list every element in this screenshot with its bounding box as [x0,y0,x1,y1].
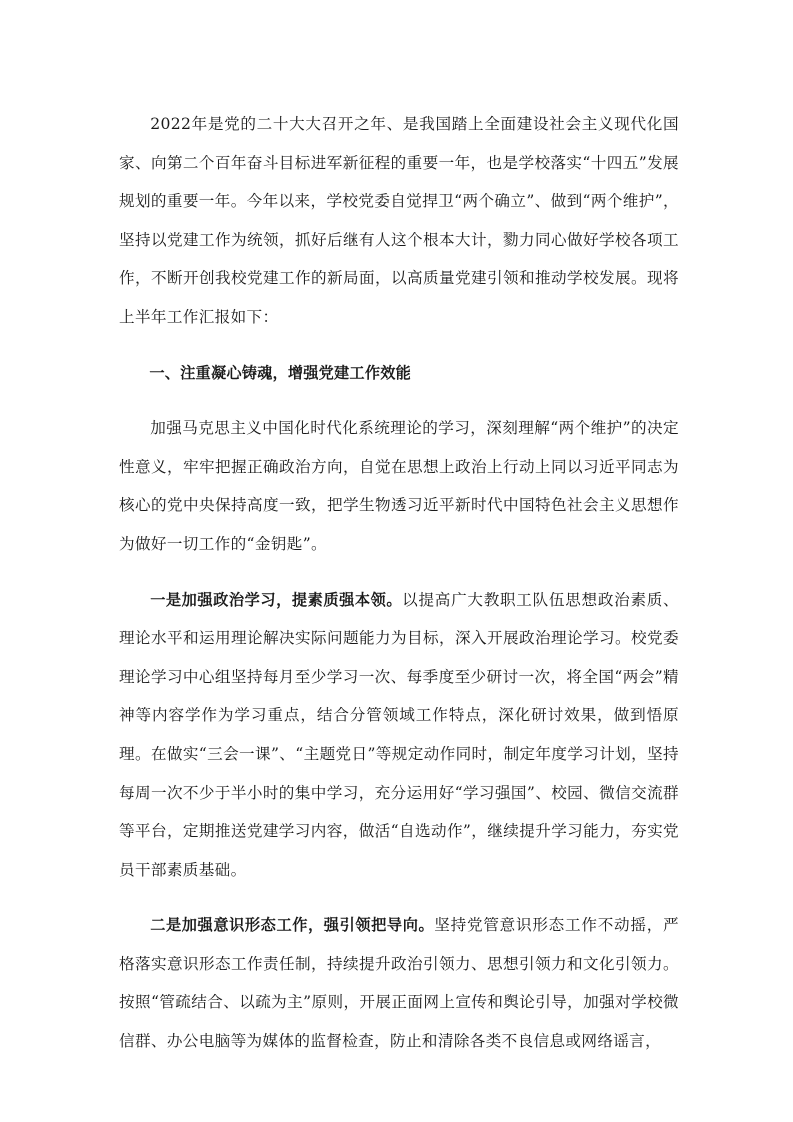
document-page [119,105,679,1061]
item-body-1: 以提高广大教职工队伍思想政治素质、理论水平和运用理论解决实际问题能力为目标，深入开展政治理论学习。校党委理论学习中心组坚持每月至少学习一次、每季度至少研讨一次，将全国“两会”精神等内容学作为学习重点，结合分管领域工作特点，深化研讨效果，做到悟原理。在做实“三会一课”、“主题党日”等规定动作同时，制定年度学习计划，坚持每周一次不少于半小时的集中学习，充分运用好“学习强国”、校园、微信交流群等平台，定期推送党建学习内容，做活“自选动作”，继续提升学习能力，夯实党员干部素质基础。 [119,590,679,879]
intro-paragraph: 2022年是党的二十大大召开之年、是我国踏上全面建设社会主义现代化国家、向第二个百年奋斗目标进军新征程的重要一年，也是学校落实“十四五”发展规划的重要一年。今年以来，学校党委自觉捍卫“两个确立”、做到“两个维护”，坚持以党建工作为统领，抓好后继有人这个根本大计，勠力同心做好学校各项工作，不断开创我校党建工作的新局面，以高质量党建引领和推动学校发展。现将上半年工作汇报如下： [119,115,679,326]
item-lead-2: 二是加强意识形态工作，强引领把导向。 [150,916,435,935]
item-paragraph-2 [119,906,679,1060]
spacer [119,564,679,581]
spacer [119,889,679,906]
spacer [119,337,679,354]
section-heading: 一、注重凝心铸魂，增强党建工作效能 [149,363,411,382]
item-paragraph-1 [119,581,679,890]
item-body-2: 坚持党管意识形态工作不动摇，严格落实意识形态工作责任制，持续提升政治引领力、思想引领力和文化引领力。按照“管疏结合、以疏为主”原则，开展正面网上宣传和舆论引导，加强对学校微信群、办公电脑等为媒体的监督检查，防止和清除各类不良信息或网络谣言， [119,916,679,1051]
section-body-paragraph: 加强马克思主义中国化时代化系统理论的学习，深刻理解“两个维护”的决定性意义，牢牢把握正确政治方向，自觉在思想上政治上行动上同以习近平同志为核心的党中央保持高度一致，把学生物透习近平新时代中国特色社会主义思想作为做好一切工作的“金钥匙”。 [119,419,679,553]
spacer [119,392,679,409]
item-lead-1: 一是加强政治学习，提素质强本领。 [150,590,403,609]
